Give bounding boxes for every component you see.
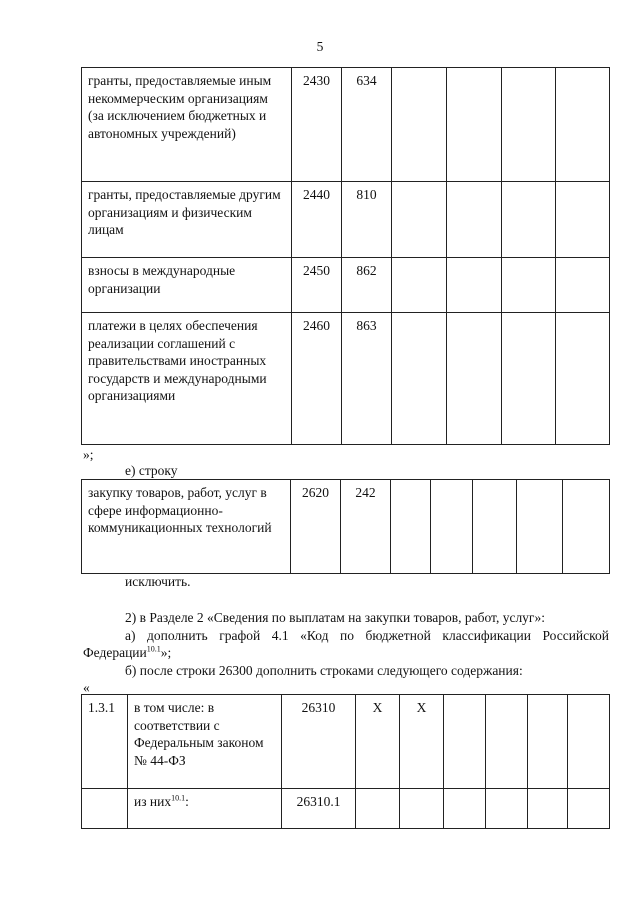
row-kbk: 862 <box>342 258 392 313</box>
row-label: гранты, предоставляемые другим организациям и физическим лицам <box>82 182 292 258</box>
row-code: 2460 <box>292 313 342 445</box>
row-label: гранты, предоставляемые иным некоммерческим организациям (за исключением бюджетных и автономных учреждений) <box>82 68 292 182</box>
table-row <box>82 182 610 258</box>
empty-cell <box>528 695 568 789</box>
footnote-ref: 10.1 <box>171 793 186 803</box>
paragraph-b: б) после строки 26300 дополнить строками следующего содержания: <box>125 663 523 678</box>
row-mark: X <box>356 695 400 789</box>
empty-cell <box>556 258 610 313</box>
open-quote: « <box>83 680 90 695</box>
paragraph-a-line1: а) дополнить графой 4.1 «Код по бюджетной классификации Российской <box>125 628 609 643</box>
empty-cell <box>431 480 473 574</box>
row-number <box>82 789 128 829</box>
table-row <box>82 258 610 313</box>
row-code: 2450 <box>292 258 342 313</box>
exclude-text: исключить. <box>125 574 191 589</box>
empty-cell <box>486 695 528 789</box>
empty-cell <box>556 182 610 258</box>
empty-cell <box>392 313 447 445</box>
row-kbk: 634 <box>342 68 392 182</box>
footnote-ref: 10.1 <box>146 644 161 654</box>
paragraph-2: 2) в Разделе 2 «Сведения по выплатам на закупки товаров, работ, услуг»: <box>125 610 545 625</box>
empty-cell <box>486 789 528 829</box>
table-row <box>82 695 610 789</box>
paragraph-a-line2 <box>83 644 171 661</box>
empty-cell <box>556 313 610 445</box>
empty-cell <box>392 68 447 182</box>
empty-cell <box>447 313 502 445</box>
row-code: 26310 <box>282 695 356 789</box>
empty-cell <box>502 313 556 445</box>
row-kbk: 810 <box>342 182 392 258</box>
row-label-end: : <box>185 794 189 809</box>
row-kbk: 863 <box>342 313 392 445</box>
empty-cell <box>528 789 568 829</box>
table-row <box>82 480 610 574</box>
row-label <box>128 789 282 829</box>
row-code: 26310.1 <box>282 789 356 829</box>
empty-cell <box>444 789 486 829</box>
table-row <box>82 789 610 829</box>
empty-cell <box>563 480 610 574</box>
row-label-text: из них <box>134 794 172 809</box>
empty-cell <box>447 68 502 182</box>
empty-cell <box>502 258 556 313</box>
item-e-text: е) строку <box>125 463 178 478</box>
empty-cell <box>447 182 502 258</box>
row-code: 2440 <box>292 182 342 258</box>
page-number: 5 <box>316 39 324 54</box>
row-label: закупку товаров, работ, услуг в сфере информационно-коммуникационных технологий <box>82 480 291 574</box>
row-label: взносы в международные организации <box>82 258 292 313</box>
row-mark: X <box>400 695 444 789</box>
row-mark <box>356 789 400 829</box>
empty-cell <box>502 68 556 182</box>
empty-cell <box>502 182 556 258</box>
table-row <box>82 313 610 445</box>
row-mark <box>400 789 444 829</box>
row-kbk: 242 <box>341 480 391 574</box>
procurement-table <box>81 694 610 829</box>
empty-cell <box>568 789 610 829</box>
empty-cell <box>444 695 486 789</box>
table-row <box>82 68 610 182</box>
empty-cell <box>568 695 610 789</box>
row-label: в том числе: в соответствии с Федеральным законом № 44-ФЗ <box>128 695 282 789</box>
empty-cell <box>392 258 447 313</box>
empty-cell <box>447 258 502 313</box>
empty-cell <box>556 68 610 182</box>
empty-cell <box>392 182 447 258</box>
row-code: 2620 <box>291 480 341 574</box>
row-label: платежи в целях обеспечения реализации соглашений с правительствами иностранных государств и международными организациями <box>82 313 292 445</box>
empty-cell <box>391 480 431 574</box>
row-number: 1.3.1 <box>82 695 128 789</box>
empty-cell <box>517 480 563 574</box>
paragraph-a-text: Федерации <box>83 645 147 660</box>
budget-table-1 <box>81 67 610 445</box>
closing-quote: »; <box>83 447 94 462</box>
paragraph-a-end: »; <box>160 645 172 660</box>
empty-cell <box>473 480 517 574</box>
row-code: 2430 <box>292 68 342 182</box>
budget-table-2 <box>81 479 610 574</box>
